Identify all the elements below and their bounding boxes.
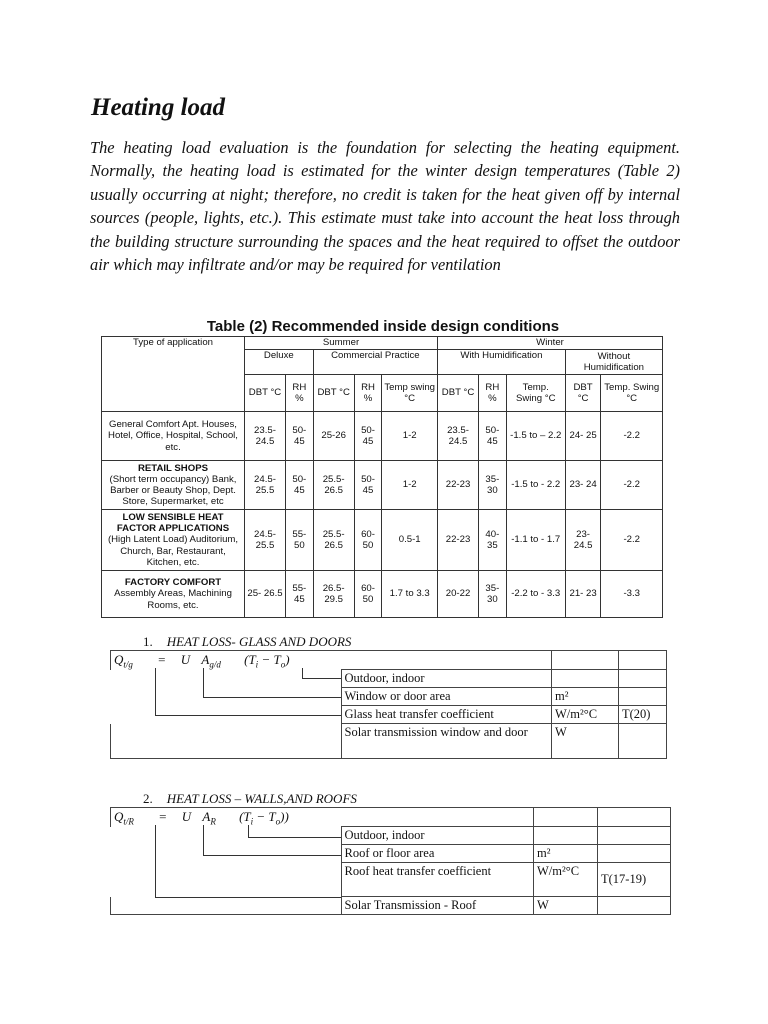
table-cell: 50- 45 [354, 412, 382, 461]
table-cell: 23.5- 24.5 [245, 412, 286, 461]
application-examples: (High Latent Load) Auditorium, Church, Bar, Restaurant, Kitchen, etc. [107, 534, 239, 568]
s1-row-unit: W/m²°C [552, 706, 619, 724]
application-category: LOW SENSIBLE HEAT FACTOR APPLICATIONS [116, 511, 230, 535]
section1-number: 1. [143, 634, 153, 649]
commercial-header: Commercial Practice [313, 350, 437, 375]
column-header: DBT °C [565, 375, 601, 412]
s1-row-desc: Window or door area [341, 688, 552, 706]
table-cell: 24- 25 [565, 412, 601, 461]
section1-title [143, 634, 351, 650]
section1-title-text: HEAT LOSS- GLASS AND DOORS [166, 634, 352, 649]
column-header: Temp. Swing °C [506, 375, 565, 412]
table-cell: -3.3 [601, 571, 663, 618]
intro-paragraph: The heating load evaluation is the foundation for selecting the heating equipment. Normally, the heating load is estimated for the winter design temperatures (Table 2) usually occurring at night; therefore, no credit is taken for the heat given off by internal sources (people, lights, etc.). This estimate must take into account the heat loss through the building structure surrounding the spaces and the heat required to offset the outdoor air which may infiltrate and/or may be required for ventilation [90, 138, 680, 275]
table-cell: -1.5 to - 2.2 [506, 461, 565, 510]
table-row [102, 510, 663, 571]
equation-roof: $Q_{t/R} = U$ $A_R$ $(T_i - T_o)$) [114, 809, 289, 827]
application-type [102, 510, 245, 571]
bracket-line [155, 668, 341, 716]
table-cell: 20-22 [438, 571, 479, 618]
table-cell: 24.5- 25.5 [245, 510, 286, 571]
s1-row-ref: T(20) [619, 706, 667, 724]
s1-row-desc: Outdoor, indoor [341, 670, 552, 688]
application-examples: General Comfort Apt. Houses, Hotel, Office, Hospital, School, etc. [108, 419, 238, 453]
page-heading: Heating load [91, 94, 226, 121]
s1-row-desc: Solar transmission window and door [341, 724, 552, 759]
table-cell: 0.5-1 [382, 510, 438, 571]
column-header: Temp swing °C [382, 375, 438, 412]
table-cell: 1.7 to 3.3 [382, 571, 438, 618]
table-cell: 21- 23 [565, 571, 601, 618]
table-cell: 23- 24.5 [565, 510, 601, 571]
table-cell: -2.2 to - 3.3 [506, 571, 565, 618]
table-cell: -1.5 to – 2.2 [506, 412, 565, 461]
s1-row-desc: Glass heat transfer coefficient [341, 706, 552, 724]
s2-row-desc: Solar Transmission - Roof [341, 897, 534, 915]
s1-row-ref [619, 688, 667, 706]
application-type [102, 412, 245, 461]
section2-title [143, 791, 357, 807]
table-cell: -2.2 [601, 510, 663, 571]
table-cell: 25.5- 26.5 [313, 510, 354, 571]
section2-number: 2. [143, 791, 153, 806]
table-cell: 50- 45 [354, 461, 382, 510]
table-cell: 55- 50 [285, 510, 313, 571]
table-cell: 50- 45 [285, 461, 313, 510]
type-header: Type of application [102, 337, 245, 412]
without-humidification-header: Without Humidification [565, 350, 662, 375]
bracket-line [155, 825, 341, 898]
column-header: RH % [354, 375, 382, 412]
s2-row-ref [598, 897, 671, 915]
section2-title-text: HEAT LOSS – WALLS,AND ROOFS [166, 791, 357, 806]
s1-row-unit: W [552, 724, 619, 759]
summer-header: Summer [245, 337, 438, 350]
with-humidification-header: With Humidification [438, 350, 566, 375]
table-cell: 25-26 [313, 412, 354, 461]
table-cell: 22-23 [438, 510, 479, 571]
s2-row-unit: W [534, 897, 598, 915]
s2-row-unit: W/m²°C [534, 863, 598, 897]
table-cell: 60- 50 [354, 571, 382, 618]
s2-row-unit [534, 827, 598, 845]
table-cell: -2.2 [601, 412, 663, 461]
table-cell: 50- 45 [479, 412, 507, 461]
table-cell: 35- 30 [479, 461, 507, 510]
deluxe-header: Deluxe [245, 350, 314, 375]
application-examples: Assembly Areas, Machining Rooms, etc. [114, 588, 232, 611]
table-cell: -1.1 to - 1.7 [506, 510, 565, 571]
application-type [102, 461, 245, 510]
column-header: DBT °C [313, 375, 354, 412]
equation-glass: $Q_{t/g} = U$ $A_{g/d}$ $(T_i - T_o)$ [114, 652, 290, 670]
s2-row-ref [598, 845, 671, 863]
table2-title: Table (2) Recommended inside design conditions [206, 318, 560, 335]
table-cell: 25.5- 26.5 [313, 461, 354, 510]
s2-row-ref: T(17-19) [598, 863, 671, 897]
application-category: RETAIL SHOPS [137, 462, 208, 474]
table-cell: 25- 26.5 [245, 571, 286, 618]
table-cell: 22-23 [438, 461, 479, 510]
application-examples: (Short term occupancy) Bank, Barber or Beauty Shop, Dept. Store, Supermarket, etc [109, 473, 237, 508]
s2-row-desc: Outdoor, indoor [341, 827, 534, 845]
table-cell: 55- 45 [285, 571, 313, 618]
design-conditions-table [101, 336, 663, 618]
column-header: DBT °C [245, 375, 286, 412]
s1-row-unit: m² [552, 688, 619, 706]
table-cell: 40- 35 [479, 510, 507, 571]
table-cell: 1-2 [382, 461, 438, 510]
column-header: Temp. Swing °C [601, 375, 663, 412]
application-type [102, 571, 245, 618]
table-cell: 23.5- 24.5 [438, 412, 479, 461]
s1-row-unit [552, 670, 619, 688]
column-header: DBT °C [438, 375, 479, 412]
table-cell: 1-2 [382, 412, 438, 461]
table-cell: -2.2 [601, 461, 663, 510]
table-cell: 60- 50 [354, 510, 382, 571]
table-cell: 23- 24 [565, 461, 601, 510]
s2-row-desc: Roof heat transfer coefficient [341, 863, 534, 897]
table-cell: 26.5- 29.5 [313, 571, 354, 618]
s2-row-unit: m² [534, 845, 598, 863]
column-header: RH % [479, 375, 507, 412]
table-row [102, 571, 663, 618]
s1-row-ref [619, 670, 667, 688]
s2-row-desc: Roof or floor area [341, 845, 534, 863]
s2-row-ref [598, 827, 671, 845]
s1-row-ref [619, 724, 667, 759]
winter-header: Winter [438, 337, 663, 350]
table-cell: 35- 30 [479, 571, 507, 618]
table-row [102, 412, 663, 461]
column-header: RH % [285, 375, 313, 412]
table-cell: 24.5- 25.5 [245, 461, 286, 510]
table-cell: 50- 45 [285, 412, 313, 461]
table-row [102, 461, 663, 510]
application-category: FACTORY COMFORT [124, 577, 222, 589]
